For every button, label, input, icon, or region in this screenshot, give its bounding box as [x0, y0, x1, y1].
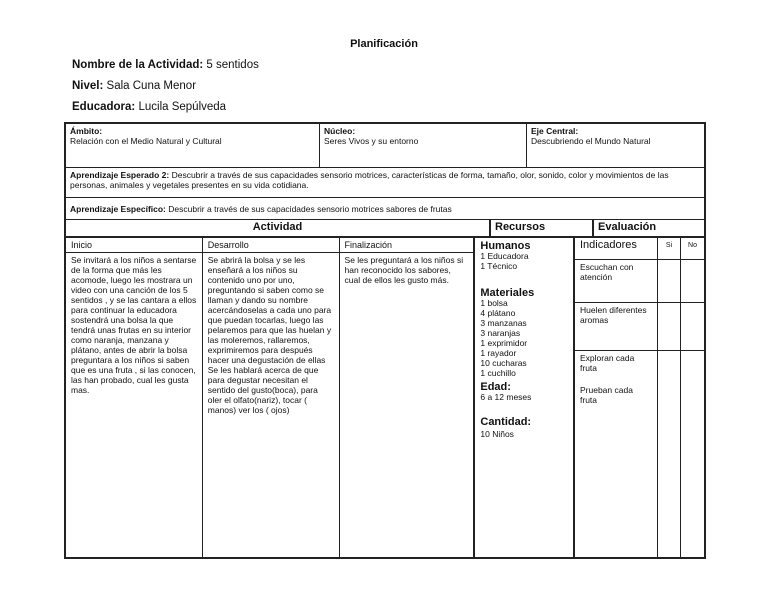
ambito-value: Relación con el Medio Natural y Cultural: [70, 136, 222, 146]
finalizacion-column: [340, 238, 476, 557]
aprendizaje-especifico-label: Aprendizaje Específico:: [70, 203, 166, 214]
aprendizaje-especifico-row: [66, 198, 704, 220]
aprendizaje-especifico-value: Descubrir a través de sus capacidades sensorio motrices sabores de frutas: [168, 203, 452, 214]
cantidad-label: Cantidad:: [480, 416, 532, 428]
inicio-column: [66, 238, 203, 557]
edad-label: Edad:: [480, 381, 511, 393]
si-cell: [658, 303, 681, 350]
activity-name: [72, 59, 259, 71]
si-cell: [658, 260, 681, 302]
materiales-item: 3 manzanas: [480, 318, 527, 328]
aprendizaje-esperado-row: [66, 168, 704, 198]
eje-cell: [527, 124, 704, 167]
nucleo-cell: [320, 124, 527, 167]
aprendizaje-especifico-cell: [66, 202, 456, 216]
recursos-column: [475, 238, 575, 557]
evaluacion-grid: [575, 238, 704, 557]
educator: [72, 101, 226, 113]
level: [72, 80, 196, 92]
no-label: No: [688, 242, 697, 249]
indicador-item: Prueban cada fruta: [580, 385, 633, 405]
eje-label: Eje Central:: [531, 126, 579, 136]
evaluacion-column: [575, 238, 704, 557]
page-title: Planificación: [350, 38, 418, 50]
desarrollo-text: [203, 253, 339, 417]
evaluacion-header-row: [575, 238, 704, 260]
indicadores-label: Indicadores: [575, 238, 658, 259]
ambito-cell: [66, 124, 320, 167]
main-content: [66, 238, 704, 557]
materiales-item: 1 exprimidor: [480, 338, 528, 348]
materiales-item: 1 rayador: [480, 348, 517, 358]
educator-label: Educadora:: [72, 101, 136, 113]
evaluacion-row: [575, 260, 704, 303]
desarrollo-header: Desarrollo: [203, 238, 339, 253]
humanos-label: Humanos: [480, 240, 531, 252]
level-value: Sala Cuna Menor: [106, 80, 197, 92]
educator-value: Lucila Sepúlveda: [138, 101, 227, 113]
section-header-row: [66, 220, 704, 238]
finalizacion-text: Se les preguntará a los niños si han reconocido los sabores, cual de ellos les gusto más.: [344, 255, 464, 285]
nucleo-label: Núcleo:: [324, 126, 356, 136]
materiales-label: Materiales: [480, 287, 535, 299]
ambito-label: Ámbito:: [70, 126, 103, 136]
materiales-item: 1 cuchillo: [480, 368, 516, 378]
indicador-item: Escuchan con atención: [575, 260, 658, 302]
humanos-item: 1 Técnico: [480, 261, 518, 271]
level-label: Nivel:: [72, 80, 104, 92]
no-cell: [681, 303, 704, 350]
recursos-header: Recursos: [491, 220, 594, 236]
desarrollo-column: [203, 238, 340, 557]
si-cell: [658, 351, 681, 557]
materiales-item: 1 bolsa: [480, 298, 508, 308]
aprendizaje-esperado-label: Aprendizaje Esperado 2:: [70, 170, 170, 180]
finalizacion-header: Finalización: [340, 238, 474, 253]
planning-table: [64, 122, 706, 559]
evaluacion-header: Evaluación: [598, 221, 657, 233]
actividad-header: Actividad: [66, 220, 491, 236]
humanos-item: 1 Educadora: [480, 251, 529, 261]
cantidad-value: 10 Niños: [480, 429, 514, 439]
materiales-item: 4 plátano: [480, 308, 516, 318]
activity-label: Nombre de la Actividad:: [72, 59, 204, 71]
nucleo-value: Seres Vivos y su entorno: [324, 136, 419, 146]
eje-value: Descubriendo el Mundo Natural: [531, 136, 651, 146]
materiales-item: 10 cucharas: [480, 358, 527, 368]
evaluacion-row: [575, 351, 704, 557]
activity-value: 5 sentidos: [206, 59, 259, 71]
no-cell: [681, 351, 704, 557]
inicio-header: Inicio: [66, 238, 202, 253]
indicador-item: Huelen diferentes aromas: [575, 303, 658, 350]
aprendizaje-esperado-value: Descubrir a través de sus capacidades sensorio motrices, características de forma, tamaño, olor, sonido, color y movimientos de las personas, animales y vegetales presentes en su vida cotidiana.: [70, 170, 669, 190]
indicador-item: Exploran cada fruta: [580, 353, 635, 373]
edad-value: 6 a 12 meses: [480, 392, 532, 402]
indicador-group: [575, 351, 658, 557]
aprendizaje-esperado-cell: [66, 168, 704, 197]
desarrollo-paragraph-2: Se les hablará acerca de que para degustar necesitan el sentido del gusto(boca), para oler el olfato(nariz), tocar ( manos) ver los ( ojos): [207, 365, 319, 415]
materiales-item: 3 naranjas: [480, 328, 521, 338]
si-label: Si: [658, 238, 681, 259]
desarrollo-paragraph-1: Se abrirá la bolsa y se les enseñará a los niños su contenido uno por uno, preguntando si saben como se llaman y dando su nombre acercándoselas a cada uno para que puedan tocarlas, luego las pelaremos para que las huelan y las moleremos, rallaremos, exprimiremos para después hacer una degustación de ellas: [207, 255, 332, 365]
no-cell: [681, 260, 704, 302]
evaluacion-row: [575, 303, 704, 351]
context-row: [66, 124, 704, 168]
inicio-text: Se invitará a los niños a sentarse de la forma que más les acomode, luego les mostrara un video con una canción de los 5 sentidos , y se las cantara a ellos para continuar la educadora sostendrá una bolsa la que tendrá unas frutas en su interior como naranja, manzana y plátano, antes de abrir la bolsa preguntara a los niños si saben que es una fruta , si las conocen, las han probado, cual les gusta mas.: [71, 255, 197, 395]
